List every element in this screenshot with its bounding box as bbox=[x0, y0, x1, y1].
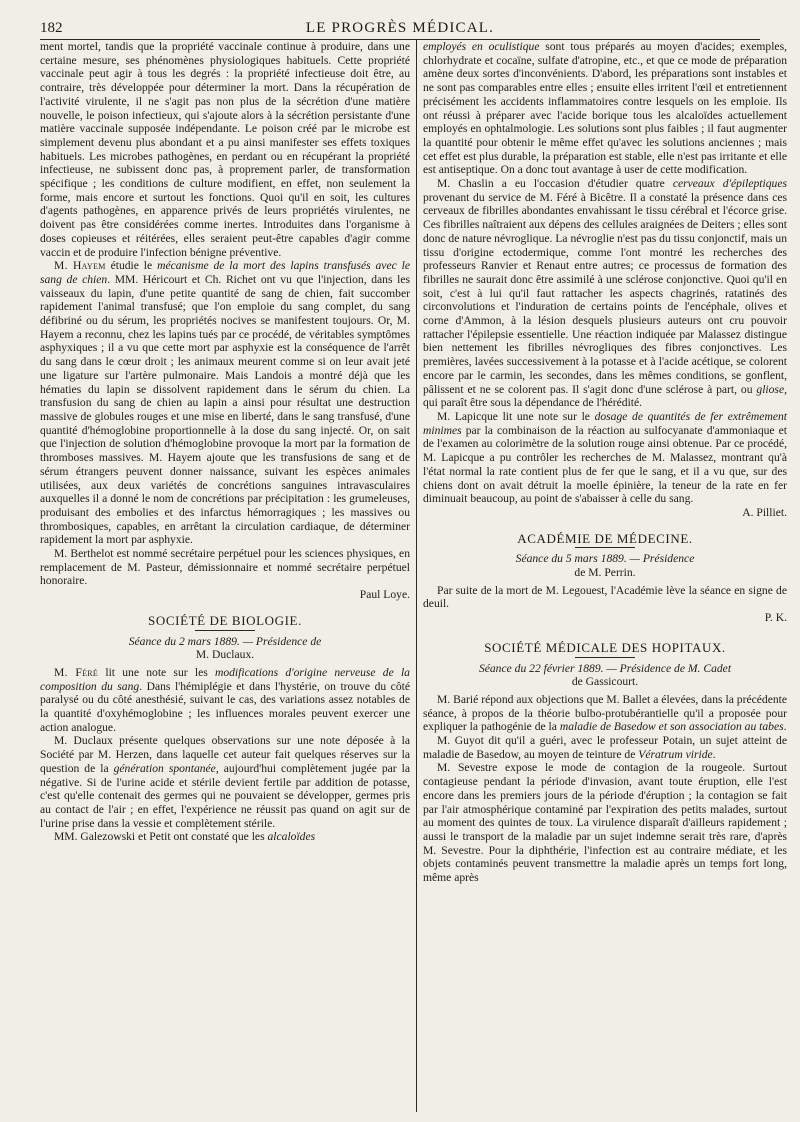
topic-title: mécanisme de la mort des lapins transfusés avec le sang de chien bbox=[40, 259, 411, 286]
right-column bbox=[423, 40, 787, 885]
text-span: lit une note sur les bbox=[98, 665, 215, 679]
left-column bbox=[40, 40, 410, 844]
text-span: , qui paraît être sous la dépendance de l'hérédité. bbox=[423, 382, 787, 410]
signature-loye: Paul Loye. bbox=[359, 588, 410, 602]
paragraph-chaslin bbox=[423, 177, 787, 410]
topic-title: employés en oculistique bbox=[423, 40, 540, 53]
session-line-1 bbox=[40, 635, 410, 649]
topic-title: maladie de Basedow et son association au tabes bbox=[559, 720, 784, 734]
session-line-2: de Gassicourt. bbox=[571, 675, 639, 689]
session-line-2: de M. Perrin. bbox=[574, 566, 636, 580]
session-date: Séance du 22 février 1889. — Présidence de M. Cadet bbox=[478, 661, 732, 675]
text-span: . bbox=[712, 747, 716, 761]
author-hayem: M. Hayem bbox=[54, 259, 106, 273]
text-span: par la combinaison de la réaction au sulfocyanate d'ammoniaque et de l'examen au colorimètre de la solution rouge ainsi obtenue. Par ce procédé, M. Lapicque a pu contrôler les recherches de M. Malassez, montrant qu'à l'état normal la rate contient plus de fer que le sang, et il a vu que, sur des chiens dont on avait détruit la moelle épinière, la teneur de la rate en fer diminuait beaucoup, au point de s'abaisser à celle du sang. bbox=[423, 423, 787, 506]
text-span: M. Barié répond aux objections que M. Ballet a élevées, dans la précédente séance, à propos de la théorie bulbo-protubérantielle qu'il a proposée pour expliquer la pathogénie de la bbox=[423, 692, 787, 734]
text-span: M. Guyot dit qu'il a guéri, avec le professeur Potain, un sujet atteint de maladie de Basedow, au moyen de teinture de bbox=[423, 734, 787, 761]
session-line-2: M. Duclaux. bbox=[195, 648, 255, 662]
session-line-1 bbox=[423, 552, 787, 566]
topic-title: génération spontanée bbox=[113, 761, 216, 775]
signature-pk: P. K. bbox=[764, 611, 787, 625]
journal-title: LE PROGRÈS MÉDICAL. bbox=[305, 20, 495, 36]
text-span: étudie le bbox=[105, 259, 158, 273]
topic-title: Vératrum viride bbox=[638, 747, 713, 761]
signature-pilliet: A. Pilliet. bbox=[742, 505, 787, 519]
text-span: provenant du service de M. Féré à Bicêtre. Il a constaté la présence dans ces cerveaux de fibrilles abondantes envahissant le tissu cérébral et l'écorce grise. Ces fibrilles naîtraient aux dépens des cellules araignées de Deiters ; elles sont donc de nature névroglique. La névroglie n'est pas du tissu conjonctif, mais un tissu d'origine ectodermique, comme l'ont montré les recherches des professeurs Ranvier et Renaut entre autres; ce processus de formation des fibrilles ne saurait donc être assimilé à une sclérose conjonctive. Quoi qu'il en soit, c'est à lui qu'il faut rattacher les aspects chagrinés, ratatinés des circonvolutions et l'induration de certains points de l'encéphale, olives et corne d'Ammon, à la lésion desquels plusieurs auteurs ont cru pouvoir rattacher l'épilepsie essentielle. Une réaction indiquée par Malassez distingue bien nettement les fibrilles névrogliques des fibres conjonctives. Les premières, lavées successivement à la potasse et à l'acide acétique, se colorent encore par le carmin, les secondes, dans les mêmes conditions, se gonflent, pâlissent et ne se colorent pas. Il s'agit donc d'une sclérose à part, ou bbox=[423, 190, 787, 396]
topic-title: alcaloïdes bbox=[267, 830, 316, 844]
session-line-1 bbox=[423, 662, 787, 676]
text-span: M. Lapicque lit une note sur le bbox=[437, 409, 595, 423]
paragraph-duclaux bbox=[40, 734, 410, 830]
topic-title: cerveaux d'épileptiques bbox=[672, 177, 787, 191]
section-title-academie: ACADÉMIE DE MÉDECINE. bbox=[517, 530, 693, 546]
page-number: 182 bbox=[40, 20, 63, 36]
text-span: . Dans l'hémiplégie et dans l'hystérie, on trouve du côté paralysé ou du côté anesthésié, suivant le cas, des variations assez notables de la quantité d'oxyhémoglobine ; les influences morales peuvent exercer une action analogue. bbox=[40, 679, 410, 734]
text-span: MM. Galezowski et Petit ont constaté que les bbox=[54, 830, 268, 844]
paragraph-hayem bbox=[40, 259, 410, 547]
paragraph-barie bbox=[423, 693, 787, 734]
text-span: sont tous préparés au moyen d'acides; exemples, chlorhydrate et cocaïne, sulfate d'atropine, etc., et que ce mode de préparation amène deux sortes d'inconvénients. D'abord, les préparations sont instables et ne sont pas comparables entre elles ; ensuite elles irritent l'œil et entretiennent précisément les accidents inflammatoires contre lesquels on les emploie. Ils ont réussi à préparer avec l'acide borique tous les alcaloïdes actuellement employés en ophtalmologie. Les solutions sont plus faibles ; il faut augmenter la quantité pour obtenir le même effet qu'avec les solutions anciennes ; mais cet effet est plus durable, la préparation est stable, elle n'est pas irritante et elle est antiseptique. On a donc tout avantage à user de cette modification. bbox=[423, 40, 787, 177]
section-title-hopitaux: SOCIÉTÉ MÉDICALE DES HOPITAUX. bbox=[484, 639, 726, 655]
page-header bbox=[40, 18, 760, 40]
topic-title: modifications d'origine nerveuse de la composition du sang bbox=[40, 665, 410, 693]
column-divider bbox=[416, 40, 417, 1112]
session-date: Séance du 2 mars 1889. — Présidence de bbox=[128, 634, 322, 648]
paragraph-lapicque bbox=[423, 410, 787, 506]
paragraph-berthelot: M. Berthelot est nommé secrétaire perpétuel pour les sciences physiques, en remplacement de M. Pasteur, démissionnaire et nommé secrétaire perpétuel honoraire. bbox=[40, 547, 410, 588]
text-span: . bbox=[783, 720, 787, 734]
section-title-biologie: SOCIÉTÉ DE BIOLOGIE. bbox=[148, 612, 302, 628]
text-span: , aujourd'hui complètement jugée par la négative. Si de l'urine acide et stérile devient fertile par addition de potasse, c'est qu'elle contenait des germes qui ne pouvaient se développer, germes pris au contact de l'air ; en effet, l'expérience ne réussit pas quand on agit sur de l'urine prise dans la vessie et complètement stérile. bbox=[40, 761, 410, 830]
paragraph-galezowski bbox=[40, 830, 410, 844]
author-fere: M. Féré bbox=[54, 665, 99, 679]
paragraph-continuation: ment mortel, tandis que la propriété vaccinale continue à produire, dans une certaine mesure, ses phénomènes physiologiques habituels. Cette propriété vaccinale peut agir à tous les degrés : la propriété infectieuse doit être, au contraire, très développée pour déterminer la mort. Dans la récupération de l'activité virulente, il ne s'agit pas non plus de la sécrétion d'une matière nouvelle, le poison infectieux, qui s'ajoute alors à la sécrétion persistante d'une matière vaccinale supposée indépendante. Le poison créé par le microbe est simplement devenu plus abondant et a pu ainsi manifester ses effets toxiques habituels. Les microbes pathogènes, en perdant ou en récupérant la propriété infectieuse, ne subissent donc pas, à proprement parler, de transformation spécifique ; les conditions de culture modifient, en effet, non seulement la forme, mais encore et surtout les fonctions. Quoi qu'il en soit, les cultures d'agents pathogènes, en apparence privés de leurs propriétés virulentes, ne doivent pas être considérées comme inertes. Introduites dans l'organisme à doses copieuses et réitérées, elles seraient peut-être capables d'agir comme vaccin et de produire l'infection bénigne préventive. bbox=[40, 40, 410, 259]
topic-term: gliose bbox=[756, 382, 785, 396]
text-span: . MM. Héricourt et Ch. Richet ont vu que l'injection, dans les vaisseaux du lapin, d'une petite quantité de sang de chien, fait succomber rapidement l'animal transfusé; que l'on emploie du sang complet, du sang défibriné ou du sérum, les propriétés nocives se manifestent toujours. Or, M. Hayem a reconnu, chez les lapins tués par ce procédé, de véritables symptômes asphyxiques ; il a vu que cette mort par asphyxie est la conséquence de l'arrêt du sang dans le cœur droit ; les animaux meurent comme si on leur avait jeté une ligature sur l'artère pulmonaire. Mais Landois a montré déjà que les hématies du lapin se dissolvent rapidement dans le sérum du chien. La transfusion du sang de chien au lapin a ainsi pour résultat une destruction massive de globules rouges et une mise en liberté, dans le sang transfusé, d'une quantité d'hémoglobine proportionnelle à la dose du sang injecté. Or, on sait que l'injection de solution d'hémoglobine provoque la mort par la formation de thromboses massives. M. Hayem ajoute que les transfusions de sang et de sérum étrangers peuvent donner naissance, suivant les espèces animales utilisées, aux deux variétés de concrétions sanguines intravasculaires auxquelles il a donné le nom de concrétions par précipitation : les grumeleuses, produisant des embolies et des infarctus hémorragiques ; les massives ou thrombosiques, capables, en arrêtant la circulation cardiaque, de déterminer rapidement la mort par asphyxie. bbox=[40, 272, 410, 547]
paragraph-guyot bbox=[423, 734, 787, 761]
text-span: M. Chaslin a eu l'occasion d'étudier quatre bbox=[437, 177, 673, 191]
paragraph-legouest: Par suite de la mort de M. Legouest, l'Académie lève la séance en signe de deuil. bbox=[423, 583, 787, 611]
paragraph-fere bbox=[40, 666, 410, 735]
session-date: Séance du 5 mars 1889. — Présidence bbox=[515, 552, 695, 566]
paragraph-alcaloides bbox=[423, 40, 787, 177]
topic-title: dosage de quantités de fer extrêmement minimes bbox=[423, 409, 787, 437]
section-rule bbox=[575, 547, 635, 548]
section-rule bbox=[195, 630, 255, 631]
text-span: M. Duclaux présente quelques observations sur une note déposée à la Société par M. Herzen, dans laquelle cet auteur fait quelques réserves sur la question de la bbox=[40, 734, 410, 775]
section-rule bbox=[575, 657, 635, 658]
paragraph-sevestre: M. Sevestre expose le mode de contagion de la rougeole. Surtout contagieuse pendant la période d'invasion, avant toute éruption, elle l'est encore dans les premiers jours de la période d'éruption ; la contagion se fait par l'air atmosphérique contaminé par l'expiration des petits malades, surtout au moment des quintes de toux. La virulence disparaît d'ailleurs rapidement ; aussi le transport de la maladie par un sujet indemne serait très rare, d'après M. Sevestre. Pour la diphthérie, l'infection est au contraire médiate, et les objets contaminés peuvent transmettre la maladie après un temps fort long, même après bbox=[423, 761, 787, 885]
